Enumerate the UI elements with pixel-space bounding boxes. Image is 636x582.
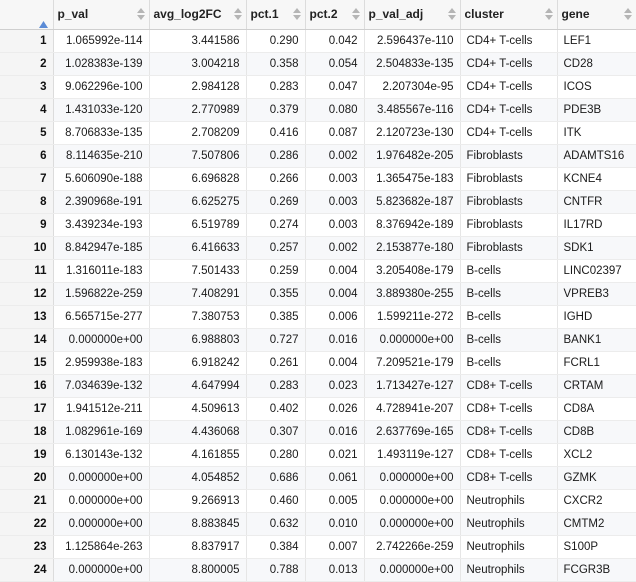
cell-p-val-adj: 4.728941e-207 <box>364 397 460 420</box>
column-header-label: pct.2 <box>309 7 338 22</box>
cell-pct1: 0.283 <box>246 75 305 98</box>
cell-gene: ICOS <box>557 75 636 98</box>
cell-gene: IL17RD <box>557 213 636 236</box>
cell-pct1: 0.266 <box>246 167 305 190</box>
cell-gene: CD8A <box>557 397 636 420</box>
column-header-cluster[interactable] <box>460 0 557 29</box>
cell-p-val: 6.130143e-132 <box>53 443 149 466</box>
sort-ascending-icon <box>39 21 48 28</box>
cell-pct1: 0.286 <box>246 144 305 167</box>
row-number: 14 <box>0 328 53 351</box>
cell-gene: ITK <box>557 121 636 144</box>
cell-gene: VPREB3 <box>557 282 636 305</box>
table-row[interactable] <box>0 259 636 282</box>
row-number: 13 <box>0 305 53 328</box>
cell-p-val-adj: 5.823682e-187 <box>364 190 460 213</box>
table-row[interactable] <box>0 236 636 259</box>
cell-cluster: CD4+ T-cells <box>460 98 557 121</box>
cell-pct1: 0.385 <box>246 305 305 328</box>
cell-gene: CMTM2 <box>557 512 636 535</box>
cell-gene: CD28 <box>557 52 636 75</box>
cell-avg-log2fc: 6.416633 <box>149 236 246 259</box>
table-row[interactable] <box>0 535 636 558</box>
cell-gene: IGHD <box>557 305 636 328</box>
column-header-label: p_val <box>57 7 89 22</box>
cell-avg-log2fc: 4.436068 <box>149 420 246 443</box>
cell-pct1: 0.460 <box>246 489 305 512</box>
cell-avg-log2fc: 4.509613 <box>149 397 246 420</box>
cell-p-val-adj: 2.120723e-130 <box>364 121 460 144</box>
row-number: 1 <box>0 29 53 52</box>
cell-cluster: Fibroblasts <box>460 236 557 259</box>
cell-pct2: 0.004 <box>305 259 364 282</box>
cell-avg-log2fc: 4.054852 <box>149 466 246 489</box>
row-number: 16 <box>0 374 53 397</box>
cell-avg-log2fc: 4.647994 <box>149 374 246 397</box>
table-row[interactable] <box>0 420 636 443</box>
cell-avg-log2fc: 6.519789 <box>149 213 246 236</box>
cell-gene: LINC02397 <box>557 259 636 282</box>
cell-p-val-adj: 3.205408e-179 <box>364 259 460 282</box>
cell-p-val-adj: 1.365475e-183 <box>364 167 460 190</box>
column-header-avg-log2fc[interactable] <box>149 0 246 29</box>
table-row[interactable] <box>0 351 636 374</box>
cell-p-val-adj: 1.493119e-127 <box>364 443 460 466</box>
table-row[interactable] <box>0 98 636 121</box>
cell-p-val: 0.000000e+00 <box>53 512 149 535</box>
cell-pct2: 0.003 <box>305 213 364 236</box>
cell-pct2: 0.080 <box>305 98 364 121</box>
cell-avg-log2fc: 6.625275 <box>149 190 246 213</box>
column-header-pct2[interactable] <box>305 0 364 29</box>
cell-cluster: B-cells <box>460 282 557 305</box>
cell-avg-log2fc: 2.770989 <box>149 98 246 121</box>
row-number: 11 <box>0 259 53 282</box>
row-number: 24 <box>0 558 53 581</box>
cell-p-val-adj: 2.153877e-180 <box>364 236 460 259</box>
cell-cluster: Neutrophils <box>460 489 557 512</box>
cell-pct1: 0.686 <box>246 466 305 489</box>
cell-pct2: 0.004 <box>305 282 364 305</box>
cell-gene: FCGR3B <box>557 558 636 581</box>
cell-pct1: 0.402 <box>246 397 305 420</box>
cell-gene: CRTAM <box>557 374 636 397</box>
cell-cluster: B-cells <box>460 259 557 282</box>
cell-pct2: 0.023 <box>305 374 364 397</box>
cell-pct2: 0.007 <box>305 535 364 558</box>
cell-gene: LEF1 <box>557 29 636 52</box>
table-row[interactable] <box>0 213 636 236</box>
cell-p-val: 1.941512e-211 <box>53 397 149 420</box>
cell-p-val-adj: 3.889380e-255 <box>364 282 460 305</box>
cell-cluster: B-cells <box>460 351 557 374</box>
cell-cluster: Neutrophils <box>460 535 557 558</box>
table-row[interactable] <box>0 75 636 98</box>
cell-p-val: 0.000000e+00 <box>53 558 149 581</box>
cell-pct1: 0.307 <box>246 420 305 443</box>
cell-cluster: Fibroblasts <box>460 213 557 236</box>
cell-p-val-adj: 0.000000e+00 <box>364 489 460 512</box>
row-number: 6 <box>0 144 53 167</box>
table-row[interactable] <box>0 443 636 466</box>
table-row[interactable] <box>0 397 636 420</box>
table-row[interactable] <box>0 305 636 328</box>
cell-avg-log2fc: 2.984128 <box>149 75 246 98</box>
cell-avg-log2fc: 8.883845 <box>149 512 246 535</box>
table-body <box>0 29 636 581</box>
cell-pct2: 0.042 <box>305 29 364 52</box>
cell-pct1: 0.290 <box>246 29 305 52</box>
cell-p-val-adj: 2.207304e-95 <box>364 75 460 98</box>
cell-p-val: 6.565715e-277 <box>53 305 149 328</box>
table-row[interactable] <box>0 374 636 397</box>
cell-cluster: CD8+ T-cells <box>460 374 557 397</box>
column-header-label: pct.1 <box>250 7 279 22</box>
cell-avg-log2fc: 7.408291 <box>149 282 246 305</box>
cell-pct1: 0.274 <box>246 213 305 236</box>
cell-pct1: 0.283 <box>246 374 305 397</box>
cell-gene: S100P <box>557 535 636 558</box>
cell-p-val: 8.842947e-185 <box>53 236 149 259</box>
cell-pct1: 0.269 <box>246 190 305 213</box>
cell-pct2: 0.026 <box>305 397 364 420</box>
cell-pct1: 0.358 <box>246 52 305 75</box>
cell-avg-log2fc: 8.837917 <box>149 535 246 558</box>
cell-pct1: 0.257 <box>246 236 305 259</box>
cell-avg-log2fc: 4.161855 <box>149 443 246 466</box>
cell-pct2: 0.003 <box>305 190 364 213</box>
column-header-gene[interactable] <box>557 0 636 29</box>
cell-p-val: 0.000000e+00 <box>53 466 149 489</box>
cell-p-val-adj: 3.485567e-116 <box>364 98 460 121</box>
row-number: 7 <box>0 167 53 190</box>
cell-p-val: 1.596822e-259 <box>53 282 149 305</box>
cell-avg-log2fc: 6.988803 <box>149 328 246 351</box>
table-row[interactable] <box>0 29 636 52</box>
cell-gene: BANK1 <box>557 328 636 351</box>
cell-avg-log2fc: 8.800005 <box>149 558 246 581</box>
sort-toggle-icon <box>137 8 145 20</box>
cell-pct1: 0.261 <box>246 351 305 374</box>
cell-p-val: 1.431033e-120 <box>53 98 149 121</box>
column-header-p-val[interactable] <box>53 0 149 29</box>
cell-gene: XCL2 <box>557 443 636 466</box>
column-header-label: p_val_adj <box>368 7 424 22</box>
cell-pct2: 0.002 <box>305 144 364 167</box>
cell-p-val: 1.065992e-114 <box>53 29 149 52</box>
cell-p-val-adj: 0.000000e+00 <box>364 328 460 351</box>
cell-pct1: 0.632 <box>246 512 305 535</box>
cell-gene: CD8B <box>557 420 636 443</box>
cell-cluster: CD4+ T-cells <box>460 29 557 52</box>
cell-pct2: 0.005 <box>305 489 364 512</box>
sort-toggle-icon <box>545 8 553 20</box>
table-row[interactable] <box>0 282 636 305</box>
column-header-p-val-adj[interactable] <box>364 0 460 29</box>
cell-avg-log2fc: 3.004218 <box>149 52 246 75</box>
cell-avg-log2fc: 7.507806 <box>149 144 246 167</box>
row-number: 8 <box>0 190 53 213</box>
cell-avg-log2fc: 9.266913 <box>149 489 246 512</box>
cell-cluster: Fibroblasts <box>460 190 557 213</box>
cell-p-val: 3.439234e-193 <box>53 213 149 236</box>
cell-gene: KCNE4 <box>557 167 636 190</box>
column-header-label: avg_log2FC <box>153 7 222 22</box>
sort-toggle-icon <box>352 8 360 20</box>
cell-gene: SDK1 <box>557 236 636 259</box>
sort-toggle-icon <box>293 8 301 20</box>
cell-pct1: 0.379 <box>246 98 305 121</box>
table-row[interactable] <box>0 167 636 190</box>
cell-pct2: 0.003 <box>305 167 364 190</box>
cell-avg-log2fc: 7.501433 <box>149 259 246 282</box>
cell-p-val: 1.316011e-183 <box>53 259 149 282</box>
cell-gene: ADAMTS16 <box>557 144 636 167</box>
row-number: 17 <box>0 397 53 420</box>
cell-pct2: 0.061 <box>305 466 364 489</box>
cell-pct2: 0.016 <box>305 420 364 443</box>
row-index-header[interactable] <box>0 0 53 29</box>
cell-gene: CNTFR <box>557 190 636 213</box>
cell-pct1: 0.416 <box>246 121 305 144</box>
cell-p-val-adj: 1.713427e-127 <box>364 374 460 397</box>
cell-pct2: 0.004 <box>305 351 364 374</box>
cell-p-val: 7.034639e-132 <box>53 374 149 397</box>
row-number: 10 <box>0 236 53 259</box>
row-number: 22 <box>0 512 53 535</box>
cell-cluster: Fibroblasts <box>460 144 557 167</box>
cell-cluster: CD4+ T-cells <box>460 52 557 75</box>
row-number: 21 <box>0 489 53 512</box>
row-number: 4 <box>0 98 53 121</box>
cell-pct2: 0.016 <box>305 328 364 351</box>
row-number: 12 <box>0 282 53 305</box>
cell-p-val: 1.028383e-139 <box>53 52 149 75</box>
cell-p-val: 0.000000e+00 <box>53 489 149 512</box>
cell-p-val-adj: 2.742266e-259 <box>364 535 460 558</box>
cell-avg-log2fc: 7.380753 <box>149 305 246 328</box>
cell-p-val: 1.082961e-169 <box>53 420 149 443</box>
cell-cluster: B-cells <box>460 328 557 351</box>
table-row[interactable] <box>0 144 636 167</box>
cell-p-val: 2.959938e-183 <box>53 351 149 374</box>
row-number: 19 <box>0 443 53 466</box>
cell-p-val: 8.114635e-210 <box>53 144 149 167</box>
cell-pct1: 0.384 <box>246 535 305 558</box>
cell-avg-log2fc: 6.918242 <box>149 351 246 374</box>
cell-pct2: 0.013 <box>305 558 364 581</box>
cell-cluster: Neutrophils <box>460 512 557 535</box>
row-number: 9 <box>0 213 53 236</box>
column-header-pct1[interactable] <box>246 0 305 29</box>
table-row[interactable] <box>0 121 636 144</box>
table-row[interactable] <box>0 328 636 351</box>
cell-cluster: Neutrophils <box>460 558 557 581</box>
cell-pct2: 0.021 <box>305 443 364 466</box>
cell-p-val: 1.125864e-263 <box>53 535 149 558</box>
cell-p-val: 2.390968e-191 <box>53 190 149 213</box>
cell-cluster: CD4+ T-cells <box>460 75 557 98</box>
table-row[interactable] <box>0 489 636 512</box>
cell-p-val-adj: 2.596437e-110 <box>364 29 460 52</box>
cell-cluster: CD4+ T-cells <box>460 121 557 144</box>
cell-gene: PDE3B <box>557 98 636 121</box>
cell-p-val: 0.000000e+00 <box>53 328 149 351</box>
cell-pct1: 0.280 <box>246 443 305 466</box>
column-header-label: gene <box>561 7 590 22</box>
cell-pct2: 0.054 <box>305 52 364 75</box>
cell-cluster: Fibroblasts <box>460 167 557 190</box>
table-row[interactable] <box>0 52 636 75</box>
cell-p-val-adj: 8.376942e-189 <box>364 213 460 236</box>
cell-avg-log2fc: 2.708209 <box>149 121 246 144</box>
column-header-label: cluster <box>464 7 504 22</box>
cell-pct2: 0.006 <box>305 305 364 328</box>
cell-p-val-adj: 1.599211e-272 <box>364 305 460 328</box>
cell-pct1: 0.355 <box>246 282 305 305</box>
cell-gene: FCRL1 <box>557 351 636 374</box>
cell-pct1: 0.727 <box>246 328 305 351</box>
cell-p-val: 8.706833e-135 <box>53 121 149 144</box>
cell-cluster: CD8+ T-cells <box>460 443 557 466</box>
row-number: 18 <box>0 420 53 443</box>
cell-p-val-adj: 7.209521e-179 <box>364 351 460 374</box>
cell-pct2: 0.010 <box>305 512 364 535</box>
cell-cluster: CD8+ T-cells <box>460 397 557 420</box>
cell-p-val-adj: 2.504833e-135 <box>364 52 460 75</box>
cell-p-val-adj: 1.976482e-205 <box>364 144 460 167</box>
row-number: 20 <box>0 466 53 489</box>
cell-pct1: 0.259 <box>246 259 305 282</box>
cell-cluster: CD8+ T-cells <box>460 466 557 489</box>
cell-avg-log2fc: 6.696828 <box>149 167 246 190</box>
cell-pct2: 0.002 <box>305 236 364 259</box>
header-row <box>0 0 636 29</box>
cell-avg-log2fc: 3.441586 <box>149 29 246 52</box>
cell-p-val-adj: 0.000000e+00 <box>364 512 460 535</box>
cell-p-val-adj: 0.000000e+00 <box>364 558 460 581</box>
cell-gene: CXCR2 <box>557 489 636 512</box>
cell-p-val-adj: 2.637769e-165 <box>364 420 460 443</box>
sort-toggle-icon <box>448 8 456 20</box>
row-number: 5 <box>0 121 53 144</box>
cell-gene: GZMK <box>557 466 636 489</box>
table-row[interactable] <box>0 190 636 213</box>
cell-cluster: CD8+ T-cells <box>460 420 557 443</box>
cell-pct2: 0.087 <box>305 121 364 144</box>
cell-cluster: B-cells <box>460 305 557 328</box>
row-number: 3 <box>0 75 53 98</box>
cell-p-val: 9.062296e-100 <box>53 75 149 98</box>
row-number: 23 <box>0 535 53 558</box>
sort-toggle-icon <box>624 8 632 20</box>
row-number: 2 <box>0 52 53 75</box>
cell-p-val-adj: 0.000000e+00 <box>364 466 460 489</box>
cell-p-val: 5.606090e-188 <box>53 167 149 190</box>
table-row[interactable] <box>0 512 636 535</box>
row-number: 15 <box>0 351 53 374</box>
table-row[interactable] <box>0 466 636 489</box>
cell-pct2: 0.047 <box>305 75 364 98</box>
sort-toggle-icon <box>234 8 242 20</box>
cell-pct1: 0.788 <box>246 558 305 581</box>
